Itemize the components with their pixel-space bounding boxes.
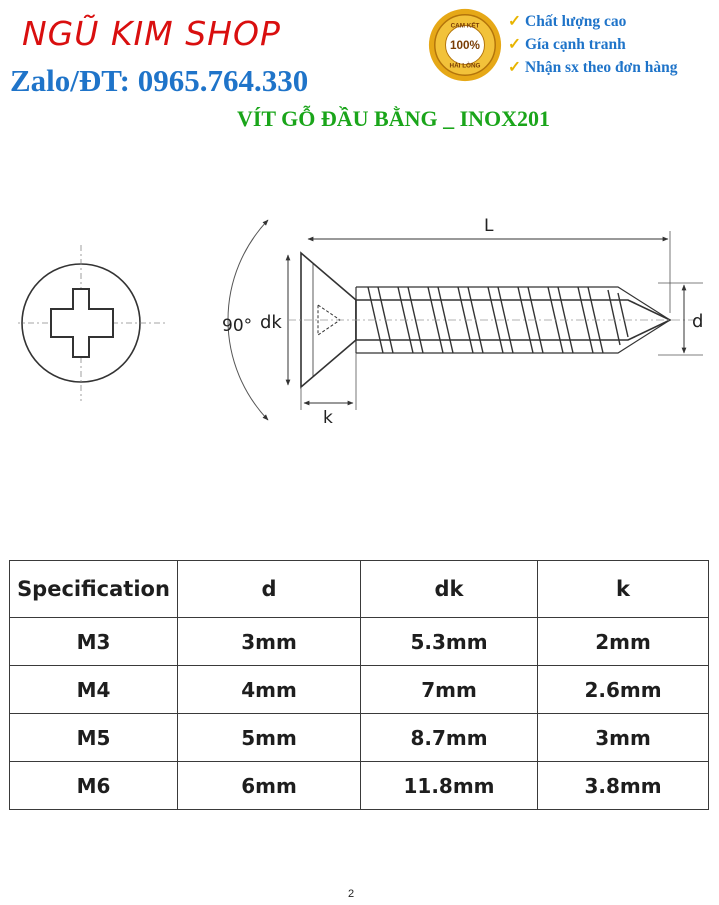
table-cell: 4mm xyxy=(178,666,361,714)
table-cell: 2.6mm xyxy=(538,666,709,714)
column-header: Specification xyxy=(10,561,178,618)
contact-phone: Zalo/ĐT: 0965.764.330 xyxy=(10,63,309,98)
table-row xyxy=(10,714,709,762)
table-cell: M5 xyxy=(10,714,178,762)
table-cell: 7mm xyxy=(361,666,538,714)
table-cell: M6 xyxy=(10,762,178,810)
table-cell: 5mm xyxy=(178,714,361,762)
length-label: L xyxy=(484,216,494,236)
table-cell: M4 xyxy=(10,666,178,714)
table-cell: 11.8mm xyxy=(361,762,538,810)
diameter-label: d xyxy=(692,311,704,332)
angle-label: 90° xyxy=(222,316,253,336)
seal-center-text: 100% xyxy=(450,38,480,52)
table-row xyxy=(10,762,709,810)
check-icon: ✓ xyxy=(508,59,521,76)
specification-table xyxy=(9,560,709,810)
table-cell: 5.3mm xyxy=(361,618,538,666)
shop-brand-name: NGŨ KIM SHOP xyxy=(22,14,281,53)
head-diameter-label: dk xyxy=(260,312,282,333)
column-header: k xyxy=(538,561,709,618)
check-icon: ✓ xyxy=(508,13,521,30)
table-row xyxy=(10,666,709,714)
column-header: d xyxy=(178,561,361,618)
feature-item xyxy=(508,10,677,33)
page-number: 2 xyxy=(347,888,355,900)
seal-bottom-text: HÀI LÒNG xyxy=(449,62,481,70)
feature-list xyxy=(508,10,677,79)
screw-technical-drawing xyxy=(18,205,718,445)
column-header: dk xyxy=(361,561,538,618)
product-title: VÍT GỖ ĐẦU BẰNG _ INOX201 xyxy=(236,106,551,131)
table-cell: 3mm xyxy=(178,618,361,666)
check-icon: ✓ xyxy=(508,36,521,53)
table-cell: 8.7mm xyxy=(361,714,538,762)
table-cell: M3 xyxy=(10,618,178,666)
guarantee-seal-icon xyxy=(426,6,504,84)
seal-top-text: CAM KẾT xyxy=(450,22,480,30)
table-row xyxy=(10,618,709,666)
screw-head-top-view xyxy=(18,245,168,401)
table-cell: 6mm xyxy=(178,762,361,810)
feature-label: Gía cạnh tranh xyxy=(525,36,626,53)
head-height-label: k xyxy=(323,408,333,428)
table-cell: 2mm xyxy=(538,618,709,666)
table-cell: 3.8mm xyxy=(538,762,709,810)
feature-item xyxy=(508,33,677,56)
table-cell: 3mm xyxy=(538,714,709,762)
table-header-row xyxy=(10,561,709,618)
feature-label: Nhận sx theo đơn hàng xyxy=(525,59,678,76)
feature-item xyxy=(508,56,677,79)
feature-label: Chất lượng cao xyxy=(525,13,627,30)
